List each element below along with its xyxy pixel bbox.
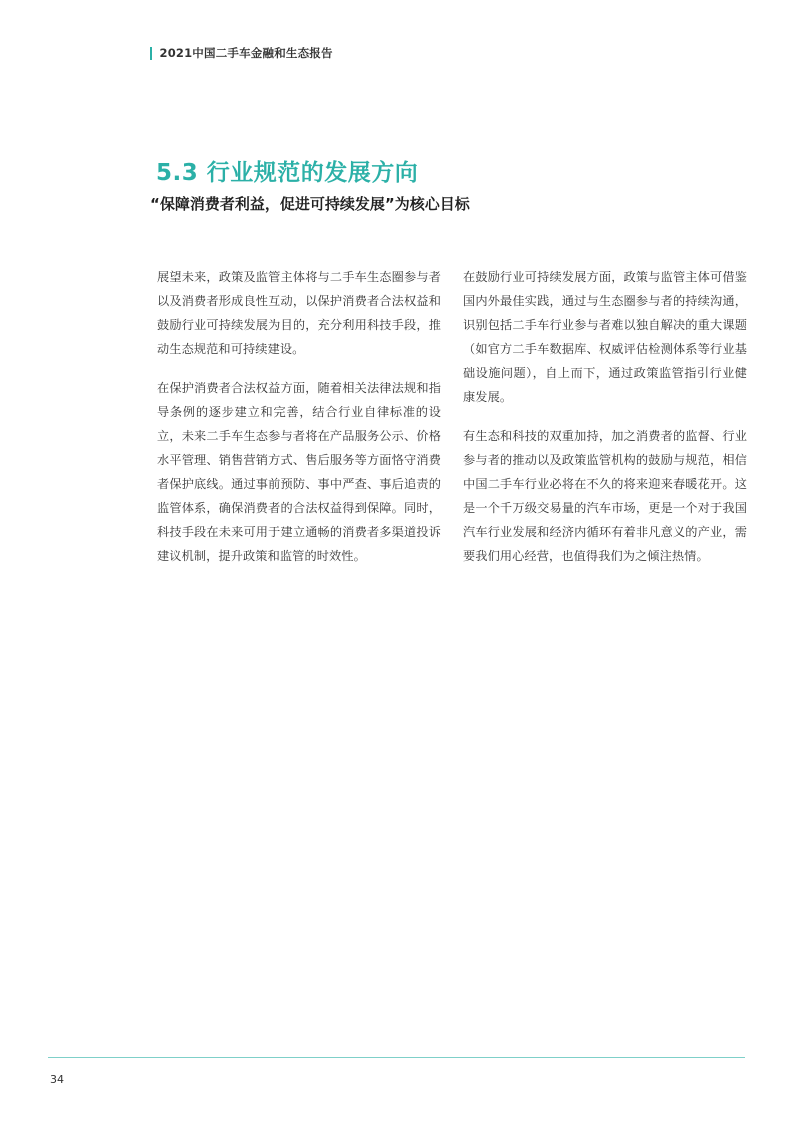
paragraph: 展望未来，政策及监管主体将与二手车生态圈参与者以及消费者形成良性互动，以保护消费者合法权益和鼓励行业可持续发展为目的，充分利用科技手段，推动生态规范和可持续建设。 (157, 270, 441, 356)
page-number: 34 (50, 1073, 64, 1086)
report-title: 2021中国二手车金融和生态报告 (159, 46, 333, 60)
section-title: 5.3 行业规范的发展方向 (156, 160, 419, 186)
paragraph: 在鼓励行业可持续发展方面，政策与监管主体可借鉴国内外最佳实践，通过与生态圈参与者的持续沟通，识别包括二手车行业参与者难以独自解决的重大课题（如官方二手车数据库、权威评估检测体系等行业基础设施问题），自上而下，通过政策监管指引行业健康发展。 (463, 270, 747, 404)
paragraph: 有生态和科技的双重加持，加之消费者的监督、行业参与者的推动以及政策监管机构的鼓励与规范，相信中国二手车行业必将在不久的将来迎来春暖花开。这是一个千万级交易量的汽车市场，更是一个对于我国汽车行业发展和经济内循环有着非凡意义的产业，需要我们用心经营，也值得我们为之倾注热情。 (463, 429, 747, 563)
left-column (157, 265, 441, 583)
section-subtitle: “保障消费者利益，促进可持续发展”为核心目标 (150, 195, 470, 213)
running-header (150, 45, 333, 61)
right-column (463, 265, 747, 583)
footer-divider (48, 1057, 745, 1058)
header-accent-bar (150, 47, 152, 60)
paragraph: 在保护消费者合法权益方面，随着相关法律法规和指导条例的逐步建立和完善，结合行业自律标准的设立，未来二手车生态参与者将在产品服务公示、价格水平管理、销售营销方式、售后服务等方面恪守消费者保护底线。通过事前预防、事中严查、事后追责的监管体系，确保消费者的合法权益得到保障。同时，科技手段在未来可用于建立通畅的消费者多渠道投诉建议机制，提升政策和监管的时效性。 (157, 381, 441, 563)
